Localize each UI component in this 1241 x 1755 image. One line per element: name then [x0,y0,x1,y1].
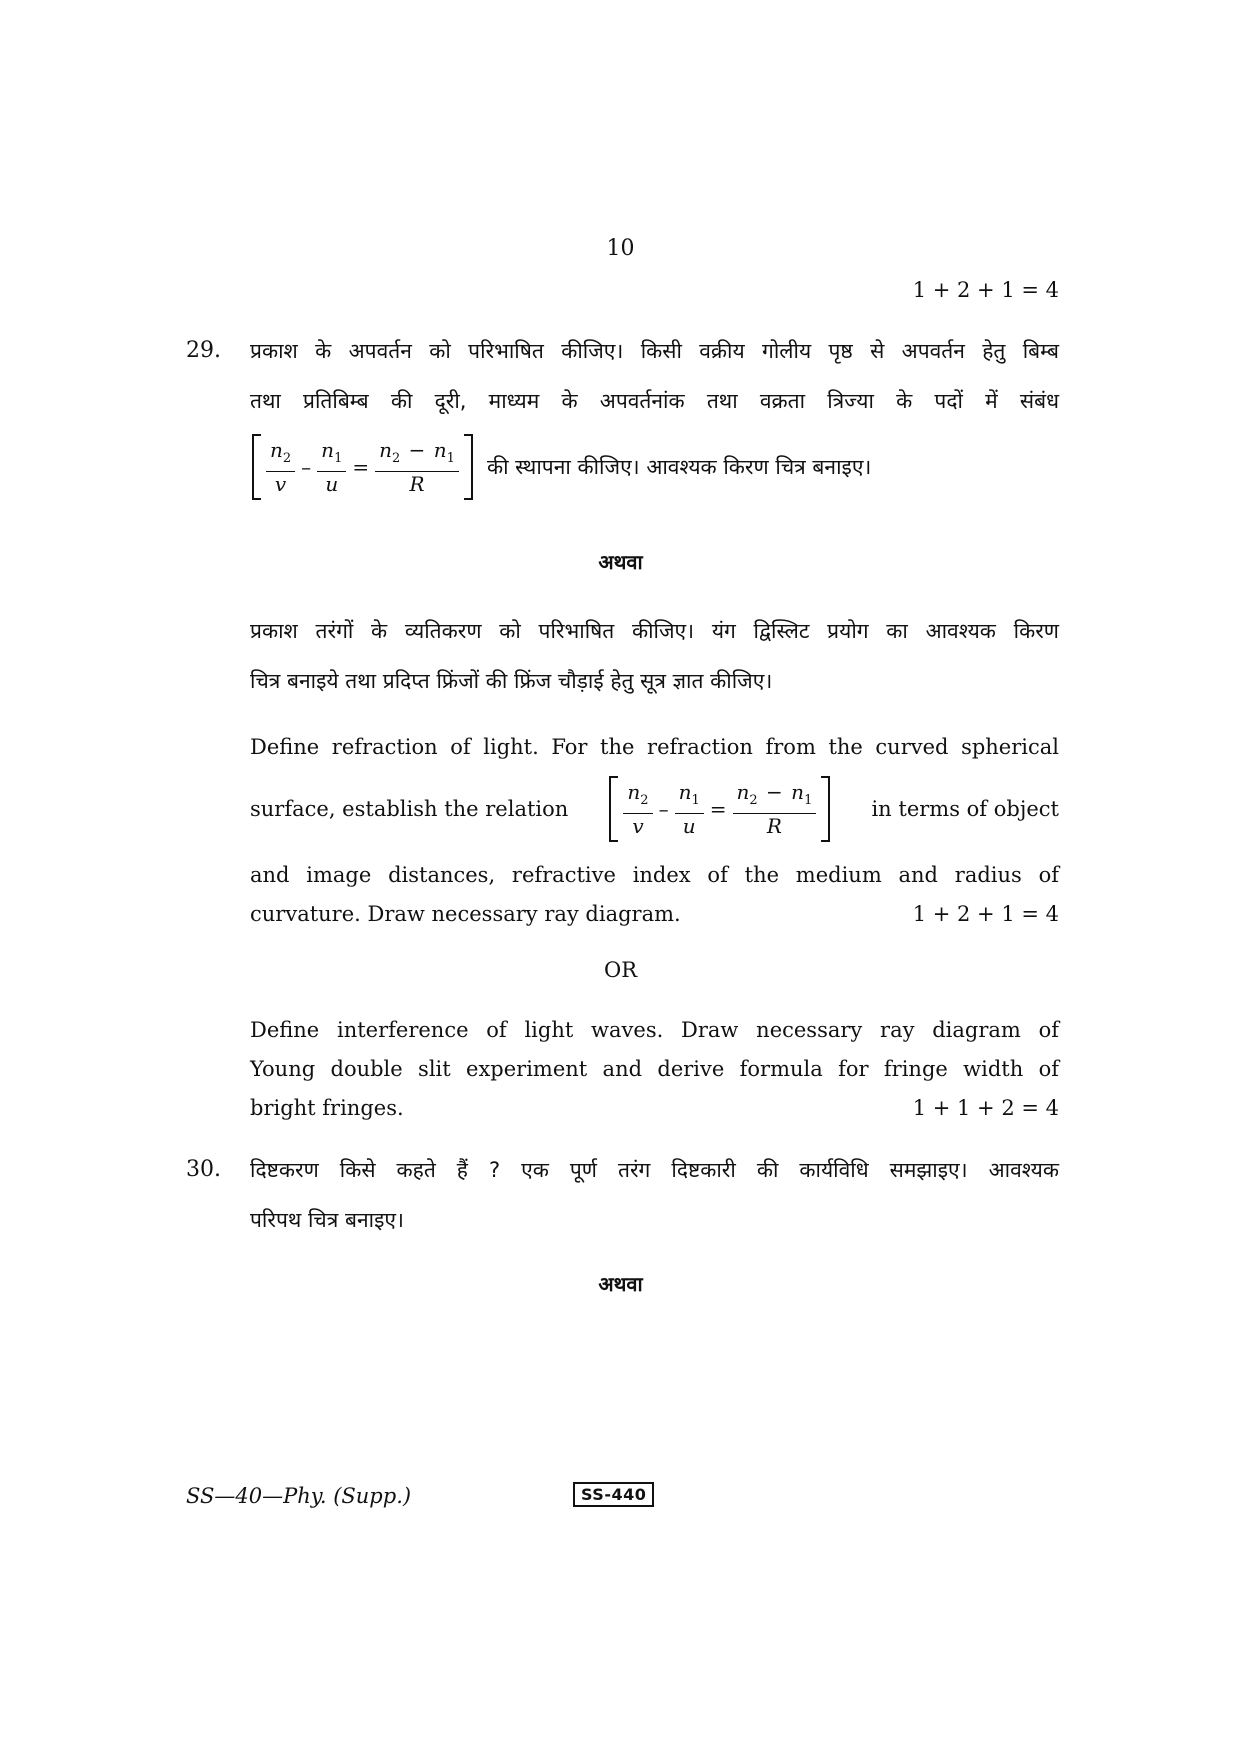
question-number-29: 29. [186,338,221,363]
q29-alt-hindi-line-1: प्रकाश तरंगों के व्यतिकरण को परिभाषित कीजिए। यंग द्विस्लिट प्रयोग का आवश्यक किरण [250,619,1059,643]
q29-hindi-line-2: तथा प्रतिबिम्ब की दूरी, माध्यम के अपवर्तनांक तथा वक्रता त्रिज्या के पदों में संबंध [250,389,1059,413]
q29-alt-english-line-1: Define interference of light waves. Draw necessary ray diagram of [250,1018,1059,1042]
question-number-30: 30. [186,1157,221,1182]
q29-formula-line [252,438,871,496]
footer-paper-code: SS—40—Phy. (Supp.) [186,1484,412,1508]
q29-or-hindi: अथवा [598,550,643,574]
q29-alt-hindi-line-2: चित्र बनाइये तथा प्रदिप्त फ्रिंजों की फ्रिंज चौड़ाई हेतु सूत्र ज्ञात कीजिए। [250,669,773,693]
q29-alt-english-line-2: Young double slit experiment and derive formula for fringe width of [250,1057,1059,1081]
q30-hindi-line-1: दिष्टकरण किसे कहते हैं ? एक पूर्ण तरंग दिष्टकारी की कार्यविधि समझाइए। आवश्यक [250,1158,1059,1182]
q29-or-english: OR [603,958,638,982]
q29-hindi-formula-tail: की स्थापना कीजिए। आवश्यक किरण चित्र बनाइए। [486,455,872,479]
footer-ss-code-box: SS-440 [573,1482,654,1507]
q29-english-after-formula: in terms of object [871,797,1059,821]
q29-alt-english-line-3: bright fringes. [250,1096,404,1120]
q29-english-before-formula: surface, establish the relation [250,797,569,821]
q29-english-line-1: Define refraction of light. For the refraction from the curved spherical [250,735,1059,759]
q29-english-line-4: curvature. Draw necessary ray diagram. [250,902,681,926]
q29-marks: 1 + 2 + 1 = 4 [912,902,1059,926]
q29-alt-marks: 1 + 1 + 2 = 4 [912,1096,1059,1120]
previous-question-marks: 1 + 2 + 1 = 4 [912,278,1059,302]
q30-or-hindi: अथवा [598,1272,643,1296]
lens-maker-formula-hindi: $\frac{n_2}{v}$ – $\frac{n_1}{u}$ = $\frac{n_2 - n_1}{R}$ [252,438,473,496]
q29-english-formula-line [250,780,1059,838]
page-number: 10 [606,236,635,261]
lens-maker-formula-english: $\frac{n_2}{v}$ – $\frac{n_1}{u}$ = $\frac{n_2 - n_1}{R}$ [609,780,830,838]
q30-hindi-line-2: परिपथ चित्र बनाइए। [250,1208,404,1232]
q29-hindi-line-1: प्रकाश के अपवर्तन को परिभाषित कीजिए। किसी वक्रीय गोलीय पृष्ठ से अपवर्तन हेतु बिम्ब [250,339,1059,363]
q29-english-line-3: and image distances, refractive index of the medium and radius of [250,863,1059,887]
